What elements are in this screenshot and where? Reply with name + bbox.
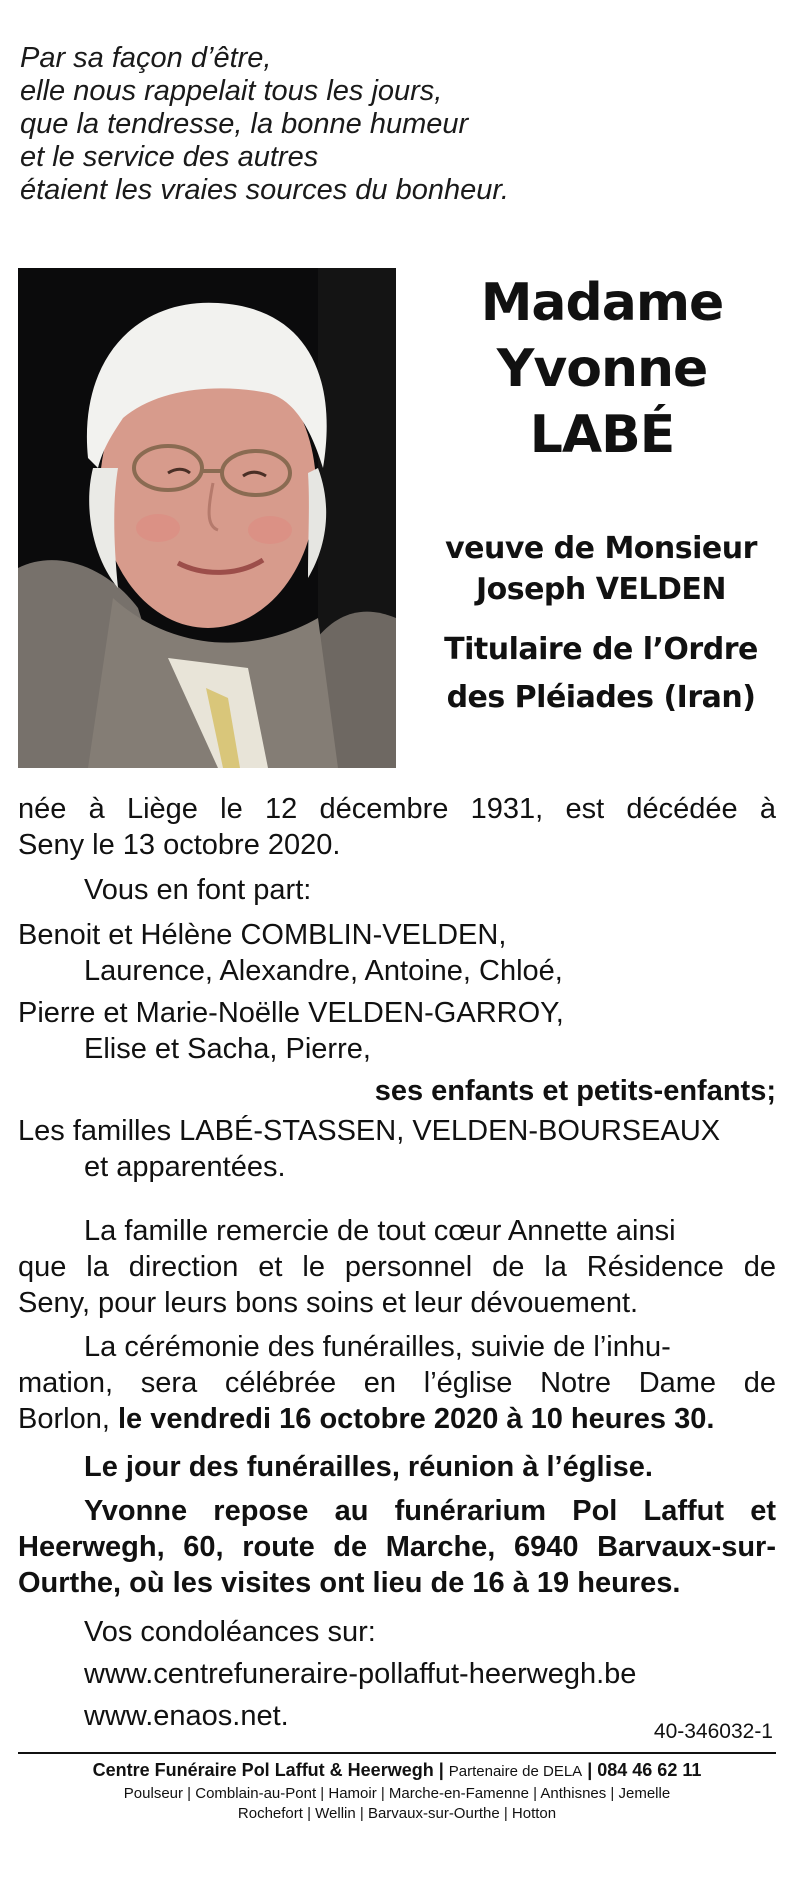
family-children: Laurence, Alexandre, Antoine, Chloé, bbox=[84, 955, 563, 987]
poem-line: étaient les vraies sources du bonheur. bbox=[20, 174, 509, 206]
ceremony-place: Borlon, bbox=[18, 1403, 110, 1435]
honor-line: Titulaire de l’Ordre bbox=[444, 632, 758, 667]
text-line: Seny le 13 octobre 2020. bbox=[18, 829, 341, 861]
name-first: Yvonne bbox=[496, 339, 708, 399]
text-line: La famille remercie de tout cœur Annette ainsi bbox=[84, 1215, 676, 1247]
reference-number: 40-346032-1 bbox=[653, 1720, 773, 1743]
partner-label: Partenaire de DELA bbox=[448, 1763, 583, 1780]
family-children: Elise et Sacha, Pierre, bbox=[84, 1033, 371, 1065]
poem-line: Par sa façon d’être, bbox=[20, 42, 272, 74]
text-line: Heerwegh, 60, route de Marche, 6940 Barvaux-sur- bbox=[18, 1531, 776, 1563]
condolences-label: Vos condoléances sur: bbox=[84, 1616, 376, 1648]
locations-line: Rochefort | Wellin | Barvaux-sur-Ourthe | Hotton bbox=[237, 1805, 557, 1822]
announcement bbox=[18, 872, 776, 908]
condolences-link[interactable]: www.enaos.net. bbox=[84, 1700, 289, 1732]
divider bbox=[18, 1752, 776, 1754]
honor-line: des Pléiades (Iran) bbox=[446, 680, 756, 715]
text-line: née à Liège le 12 décembre 1931, est décédée à bbox=[18, 793, 776, 825]
widow-of bbox=[425, 528, 777, 610]
ceremony-paragraph bbox=[18, 1329, 776, 1437]
text-line: Yvonne repose au funérarium Pol Laffut et bbox=[84, 1495, 776, 1527]
footer-company-line: Centre Funéraire Pol Laffut & Heerwegh | Partenaire de DELA | 084 46 62 11 bbox=[92, 1760, 702, 1780]
text-line: La cérémonie des funérailles, suivie de l’inhu- bbox=[84, 1331, 671, 1363]
rest-paragraph bbox=[18, 1493, 776, 1601]
text-line: mation, sera célébrée en l’église Notre Dame de bbox=[18, 1367, 776, 1399]
poem-line: et le service des autres bbox=[20, 141, 319, 173]
text-line: Vous en font part: bbox=[84, 874, 312, 906]
birth-death-info bbox=[18, 791, 776, 863]
deceased-name bbox=[432, 270, 772, 468]
family-others: et apparentées. bbox=[84, 1151, 286, 1183]
poem-line: que la tendresse, la bonne humeur bbox=[20, 108, 469, 140]
portrait-illustration bbox=[18, 268, 396, 768]
family-parents: Benoit et Hélène COMBLIN-VELDEN, bbox=[18, 919, 507, 951]
poem bbox=[20, 42, 509, 207]
honor-title bbox=[425, 626, 777, 722]
condolences bbox=[18, 1611, 776, 1737]
condolences-link[interactable]: www.centrefuneraire-pollaffut-heerwegh.be bbox=[84, 1658, 637, 1690]
family-list bbox=[18, 917, 776, 1185]
text-line: Le jour des funérailles, réunion à l’église. bbox=[84, 1451, 653, 1483]
widow-line: veuve de Monsieur bbox=[445, 531, 757, 566]
family-others: Les familles LABÉ-STASSEN, VELDEN-BOURSEAUX bbox=[18, 1115, 721, 1147]
poem-line: elle nous rappelait tous les jours, bbox=[20, 75, 443, 107]
name-last: LABÉ bbox=[529, 405, 675, 465]
family-parents: Pierre et Marie-Noëlle VELDEN-GARROY, bbox=[18, 997, 564, 1029]
text-line: Seny, pour leurs bons soins et leur dévouement. bbox=[18, 1287, 639, 1319]
gathering-notice bbox=[18, 1449, 776, 1485]
widow-line: Joseph VELDEN bbox=[475, 572, 727, 607]
text-line bbox=[18, 1401, 776, 1437]
name-title: Madame bbox=[480, 273, 724, 333]
text-line: Ourthe, où les visites ont lieu de 16 à 19 heures. bbox=[18, 1567, 681, 1599]
locations-line: Poulseur | Comblain-au-Pont | Hamoir | Marche-en-Famenne | Anthisnes | Jemelle bbox=[123, 1785, 671, 1802]
text-line: que la direction et le personnel de la Résidence de bbox=[18, 1251, 776, 1283]
company-name: Centre Funéraire Pol Laffut & Heerwegh bbox=[92, 1760, 434, 1780]
footer-locations bbox=[18, 1784, 776, 1824]
thanks-paragraph bbox=[18, 1213, 776, 1321]
portrait-photo bbox=[18, 268, 396, 768]
ceremony-date: le vendredi 16 octobre 2020 à 10 heures 30. bbox=[117, 1403, 715, 1435]
company-phone: 084 46 62 11 bbox=[597, 1760, 702, 1780]
family-role: ses enfants et petits-enfants; bbox=[374, 1075, 776, 1107]
